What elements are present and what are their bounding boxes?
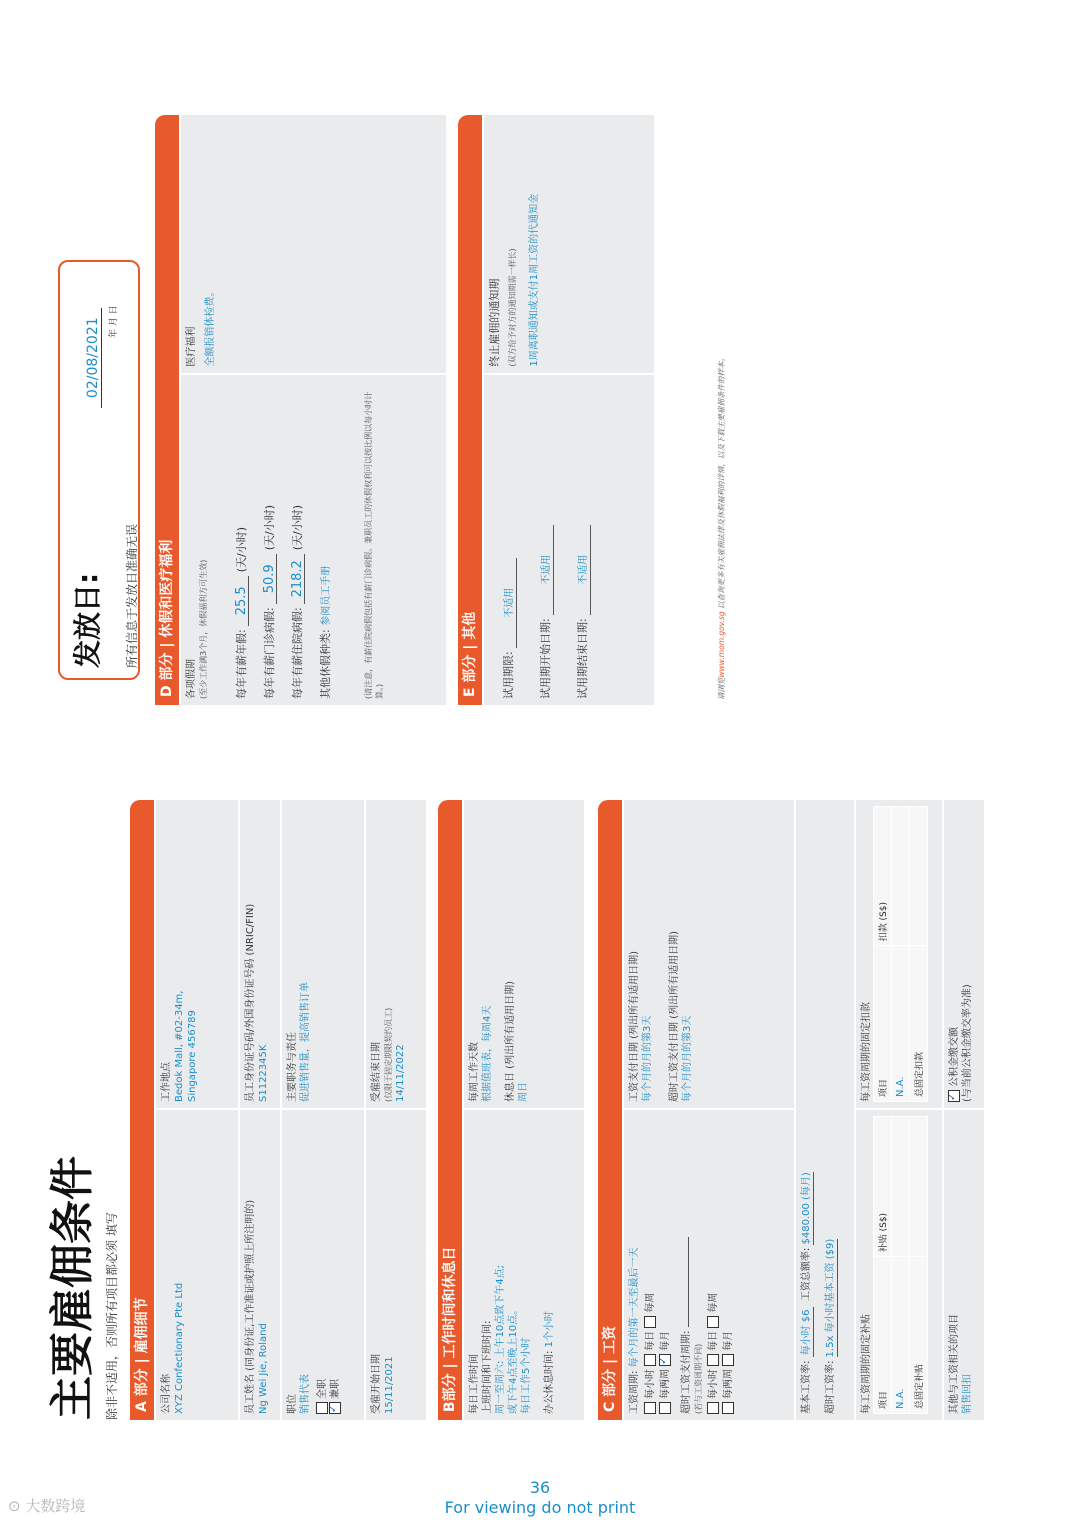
notice-period-label: 终止雇佣的通知期 bbox=[488, 278, 501, 367]
outpatient-leave-label: 每年有薪门诊病假: bbox=[263, 607, 276, 699]
gross-rate-label: 工资总额率: bbox=[801, 1247, 812, 1302]
row-company bbox=[156, 800, 238, 1420]
cpf-note: (与当前公积金缴交率为准) bbox=[962, 984, 973, 1102]
hours-line-2: 或下午4点至晚上10点。 bbox=[508, 1304, 519, 1414]
notice-period-value: 1周离职通知或支付1周工资的代通知金 bbox=[529, 193, 540, 367]
form-title-block bbox=[45, 800, 120, 1420]
start-date-value: 15/11/2021 bbox=[384, 1356, 395, 1414]
part-time-checkbox[interactable] bbox=[329, 1402, 341, 1414]
ot-payday-label: 超时工资支付日期 (列出所有适用日期) bbox=[669, 931, 680, 1102]
end-date-label: 受雇结束日期 bbox=[371, 1042, 382, 1102]
deduction-item-value[interactable]: N.A. bbox=[892, 946, 910, 1102]
row-job bbox=[282, 800, 364, 1420]
deduction-amount-header: 扣款 (S$) bbox=[874, 807, 892, 946]
cpf-checkbox[interactable] bbox=[948, 1090, 960, 1102]
annual-leave-value[interactable]: 25.5 bbox=[235, 576, 249, 626]
ot-payday-value: 每个月的月的第3天 bbox=[682, 1015, 693, 1102]
payday-value: 每个月的月的第3天 bbox=[642, 1015, 653, 1102]
annual-leave-label: 每年有薪年假: bbox=[235, 629, 248, 699]
deduction-item-header: 项目 bbox=[874, 946, 892, 1102]
probation-end-label: 试用期结束日期: bbox=[576, 618, 589, 699]
section-a-header: A 部分 | 雇佣细节 bbox=[130, 800, 154, 1420]
page-notice: For viewing do not print bbox=[444, 1498, 636, 1517]
break-value: 1个小时 bbox=[544, 1311, 555, 1348]
row-dates bbox=[366, 800, 426, 1420]
part-time-label: 兼职 bbox=[330, 1379, 341, 1399]
work-days-label: 每周工作天数 bbox=[469, 1042, 480, 1102]
work-days-value: 根据值班表，每周4天 bbox=[482, 1005, 493, 1102]
ot-daily-label: 每日 bbox=[708, 1330, 719, 1351]
probation-start-value[interactable]: 不适用 bbox=[540, 525, 554, 615]
employee-id-value: S1122345K bbox=[258, 1044, 269, 1102]
ot-fortnightly-checkbox[interactable] bbox=[722, 1402, 734, 1414]
watermark-text: 大数跨境 bbox=[25, 1497, 86, 1515]
ot-hourly-checkbox[interactable] bbox=[707, 1402, 719, 1414]
employee-id-label: 员工身份证号码/外国身份证号码 (NRIC/FIN) bbox=[245, 903, 256, 1102]
allowance-total-cell[interactable] bbox=[910, 1117, 928, 1257]
job-title-value: 销售代表 bbox=[300, 1374, 311, 1414]
probation-end-value[interactable]: 不适用 bbox=[577, 525, 591, 615]
other-pay-label: 其他与工资相关的项目 bbox=[949, 1314, 960, 1414]
full-time-checkbox[interactable] bbox=[316, 1402, 328, 1414]
issue-date-box bbox=[58, 260, 140, 680]
row-name bbox=[240, 800, 280, 1420]
deduction-amount-cell[interactable] bbox=[892, 807, 910, 946]
other-pay-value: 销售回扣 bbox=[962, 1374, 973, 1414]
page-footer bbox=[0, 1478, 1080, 1518]
end-date-value: 14/11/2022 bbox=[395, 1044, 406, 1102]
annual-leave-unit: 天/小时 bbox=[235, 531, 248, 568]
form-title: 主要雇佣条件 bbox=[47, 1156, 98, 1420]
pay-hourly-label: 每小时 bbox=[645, 1369, 656, 1399]
watermark-icon: ⊙ bbox=[8, 1497, 21, 1515]
ot-monthly-label: 每月 bbox=[723, 1330, 734, 1351]
issue-date-label: 发放日: bbox=[71, 572, 104, 668]
ot-monthly-checkbox[interactable] bbox=[722, 1354, 734, 1366]
form-subtitle: 除非不适用，否则所有项目都必须 填写 bbox=[105, 1212, 119, 1420]
pay-period-label: 工资周期: bbox=[629, 1370, 640, 1414]
row-other-cpf bbox=[944, 800, 984, 1420]
ot-weekly-checkbox[interactable] bbox=[707, 1316, 719, 1328]
workplace-value-1: Bedok Mall, #02-34m, bbox=[174, 990, 185, 1102]
leave-footnote: (请注意，有薪住院病假包括有薪门诊病假。兼职员工的休假权利可以按比例以每小时计算。) bbox=[364, 391, 384, 699]
workplace-value-2: Singapore 456789 bbox=[187, 1010, 198, 1102]
outpatient-leave-unit: 天/小时 bbox=[263, 509, 276, 546]
workplace-label: 工作地点 bbox=[161, 1062, 172, 1102]
pay-monthly-label: 每月 bbox=[660, 1330, 671, 1351]
job-title-label: 职位 bbox=[287, 1394, 298, 1414]
ot-period-note: (若与工资周期不同) bbox=[694, 1343, 703, 1414]
section-c-header: C 部分 | 工资 bbox=[598, 800, 622, 1420]
company-value: XYZ Confectionary Pte Ltd bbox=[174, 1282, 185, 1414]
allowance-item-value[interactable]: N.A. bbox=[892, 1257, 910, 1414]
footnote-suffix: 以查询更多有关雇佣法律及休假福利的详情，以及下载主要雇佣条件的样本。 bbox=[717, 353, 726, 612]
payday-label: 工资支付日期 (列出所有适用日期) bbox=[629, 951, 640, 1102]
daily-hours-label: 每日工作时间 bbox=[469, 1354, 480, 1414]
form-right-panel bbox=[155, 115, 715, 705]
allowance-amount-header: 补贴 (S$) bbox=[874, 1117, 892, 1257]
other-leave-value: 参阅员工手册 bbox=[321, 565, 332, 626]
hospital-leave-value[interactable]: 218.2 bbox=[291, 554, 305, 604]
pay-hourly-checkbox[interactable] bbox=[644, 1402, 656, 1414]
pay-weekly-checkbox[interactable] bbox=[644, 1316, 656, 1328]
row-probation bbox=[484, 115, 654, 705]
hours-line-1: 周一至周六: 上午10点致下午4点; bbox=[495, 1264, 506, 1414]
rest-day-value: 周日 bbox=[518, 1082, 529, 1102]
pay-weekly-label: 每周 bbox=[645, 1292, 656, 1313]
allowance-item-header: 项目 bbox=[874, 1257, 892, 1414]
duties-value: 促进销售量，提高销售订单 bbox=[300, 982, 311, 1102]
allowance-amount-cell[interactable] bbox=[892, 1117, 910, 1257]
ot-daily-checkbox[interactable] bbox=[707, 1354, 719, 1366]
section-b-header: B部分 | 工作时间和休息日 bbox=[438, 800, 462, 1420]
start-date-label: 受雇开始日期 bbox=[371, 1354, 382, 1414]
pay-monthly-checkbox[interactable] bbox=[659, 1354, 671, 1366]
duties-label: 主要职务与责任 bbox=[287, 1032, 298, 1102]
rest-day-label: 休息日 (列出所有适用日期) bbox=[505, 981, 516, 1102]
deduction-total-label: 总固定扣款 bbox=[910, 946, 928, 1102]
footnote-prefix: 请浏览 bbox=[717, 677, 726, 700]
company-label: 公司名称 bbox=[161, 1374, 172, 1414]
allowance-total-label: 总固定补贴 bbox=[910, 1257, 928, 1414]
hours-line-3: 每日工作5个小时 bbox=[521, 1337, 532, 1414]
row-leave: 各项假期 (至少工作满3个月，休假福利方可生效) 每年有薪年假: 25.5 (天/小时) 每年有薪门诊病假: 50.9 (天/小时) 每年有薪住院病假: 218.2 (天/小时) 其他休假种类: 参阅员工手册 (请注意，有薪住院病假包括有薪门诊病假。兼职员工的休假权利可以按比例以每小时计算。) 医疗福利 全额报销体检费。 bbox=[181, 115, 446, 705]
pay-daily-checkbox[interactable] bbox=[644, 1354, 656, 1366]
section-e-header: E 部分 | 其他 bbox=[458, 115, 482, 705]
ot-weekly-label: 每周 bbox=[708, 1292, 719, 1313]
row-pay-period bbox=[624, 800, 794, 1420]
ot-rate-label: 超时工资率: bbox=[825, 1360, 836, 1414]
leave-note: (至少工作满3个月，休假福利方可生效) bbox=[199, 559, 208, 699]
probation-value[interactable]: 不适用 bbox=[503, 558, 517, 648]
ot-hourly-label: 每小时 bbox=[708, 1369, 719, 1399]
row-rates bbox=[796, 800, 854, 1420]
notice-period-note: (双方给予对方的通知期需一样长) bbox=[508, 248, 517, 367]
deduction-label: 每工资周期的固定扣款 bbox=[861, 1002, 872, 1102]
full-time-label: 全职 bbox=[317, 1379, 328, 1399]
hospital-leave-unit: 天/小时 bbox=[291, 509, 304, 546]
hospital-leave-label: 每年有薪住院病假: bbox=[291, 607, 304, 699]
allowance-table bbox=[873, 1116, 928, 1414]
page-number: 36 bbox=[529, 1478, 551, 1497]
issue-date-note: 所有信息于发放日准确无误 bbox=[125, 523, 139, 668]
pay-daily-label: 每日 bbox=[645, 1330, 656, 1351]
issue-date-format: 年 月 日 bbox=[109, 305, 119, 338]
outpatient-leave-value[interactable]: 50.9 bbox=[263, 554, 277, 604]
break-label: 办公休息时间: bbox=[544, 1350, 555, 1414]
employee-name-label: 员工姓名 (同身份证,工作准证或护照上所注明的) bbox=[245, 1199, 256, 1414]
daily-hours-sublabel: 上班时间和下班时间: bbox=[482, 1320, 493, 1414]
basic-rate-label: 基本工资率: bbox=[801, 1360, 812, 1414]
ot-period-label: 超时工资支付周期: bbox=[681, 1330, 692, 1414]
cpf-label: 公积金缴交额 bbox=[949, 1027, 960, 1087]
probation-label: 试用期限: bbox=[502, 651, 515, 699]
ot-rate-value: 1.5x 每小时基本工资 ($9) bbox=[825, 1238, 836, 1358]
deduction-total-cell[interactable] bbox=[910, 807, 928, 946]
employee-name-value: Ng Wei Jie, Roland bbox=[258, 1323, 269, 1414]
end-date-note: (仅限于固定期限契约员工) bbox=[384, 1007, 393, 1102]
medical-benefit-value: 全额报销体检费。 bbox=[205, 286, 216, 367]
footnote-link[interactable]: www.mom.gov.sg bbox=[717, 611, 726, 678]
footnote bbox=[716, 250, 727, 700]
form-left-panel bbox=[130, 800, 985, 1420]
probation-start-label: 试用期开始日期: bbox=[539, 618, 552, 699]
row-hours bbox=[464, 800, 584, 1420]
pay-fortnightly-label: 每两周 bbox=[660, 1369, 671, 1399]
allowance-label: 每工资周期的固定补贴 bbox=[861, 1314, 872, 1414]
section-d-header: D 部分 | 休假和医疗福利 bbox=[155, 115, 179, 705]
pay-fortnightly-checkbox[interactable] bbox=[659, 1402, 671, 1414]
basic-rate-value: 每小时 $6 bbox=[800, 1307, 814, 1357]
watermark bbox=[8, 1495, 85, 1516]
issue-date-value[interactable]: 02/08/2021 bbox=[85, 308, 102, 408]
pay-period-value: 每个月的第一天至最后一天 bbox=[629, 1247, 640, 1368]
leave-label: 各项假期 bbox=[186, 659, 197, 699]
medical-benefit-label: 医疗福利 bbox=[186, 326, 197, 367]
other-leave-label: 其他休假种类: bbox=[319, 629, 332, 699]
gross-rate-value: $480.00 (每月) bbox=[801, 1172, 812, 1245]
row-allowance-deduction bbox=[856, 800, 942, 1420]
ot-fortnightly-label: 每两周 bbox=[723, 1369, 734, 1399]
deduction-table bbox=[873, 806, 928, 1102]
